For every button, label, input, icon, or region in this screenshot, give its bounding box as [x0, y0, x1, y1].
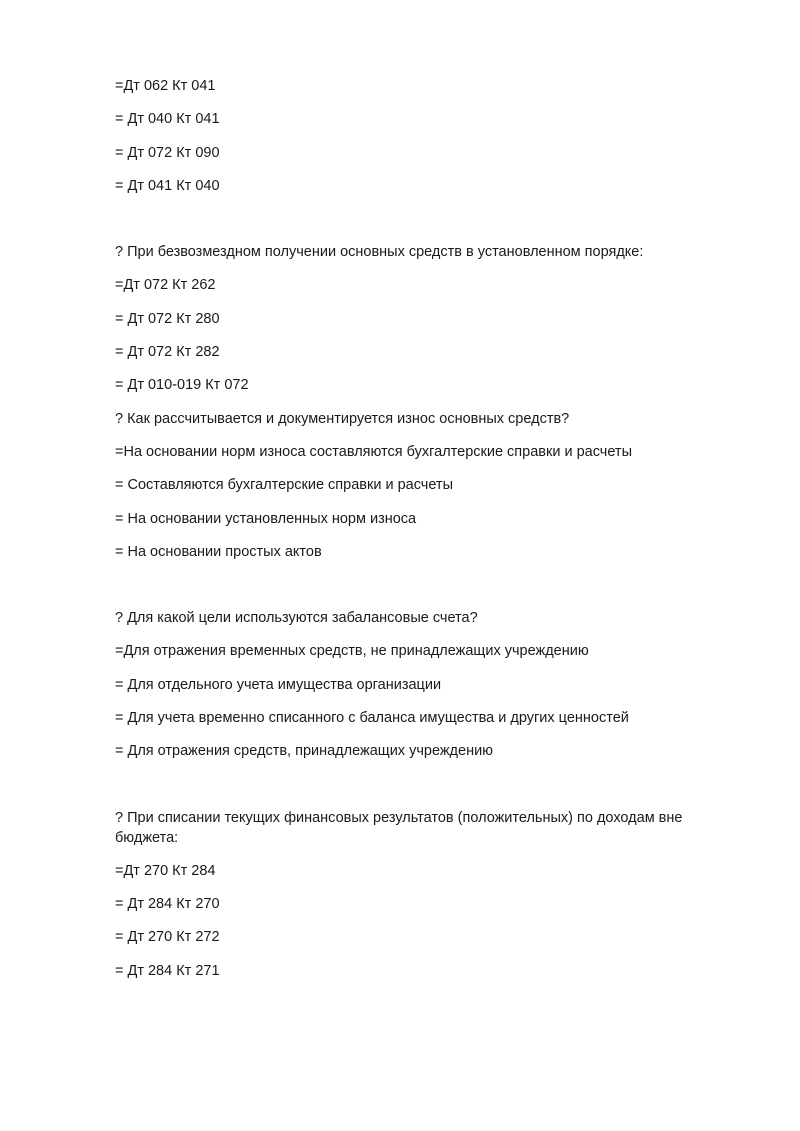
- answer-line: = Дт 284 Кт 270: [115, 895, 220, 912]
- answer-line: =Дт 072 Кт 262: [115, 277, 216, 294]
- answer-line: = Дт 040 Кт 041: [115, 111, 220, 128]
- answer-line: = Дт 010-019 Кт 072: [115, 377, 249, 394]
- spacer: [115, 209, 705, 242]
- answer-line: = Для отражения средств, принадлежащих учреждению: [115, 743, 494, 760]
- answer-line: =На основании норм износа составляются бухгалтерские справки и расчеты: [115, 443, 632, 460]
- answer-line: = Дт 284 Кт 271: [115, 962, 220, 979]
- answer-line: = Дт 072 Кт 090: [115, 144, 220, 161]
- answer-line: = Дт 041 Кт 040: [115, 177, 220, 194]
- answer-line: = На основании установленных норм износа: [115, 510, 417, 527]
- answer-line: = На основании простых актов: [115, 543, 322, 560]
- answer-line: =Для отражения временных средств, не принадлежащих учреждению: [115, 643, 589, 660]
- answer-line: = Дт 072 Кт 280: [115, 310, 220, 327]
- spacer: [115, 775, 705, 808]
- answer-line: = Для отдельного учета имущества организации: [115, 676, 442, 693]
- answer-line: = Составляются бухгалтерские справки и расчеты: [115, 477, 453, 494]
- answer-line: = Для учета временно списанного с баланса имущества и других ценностей: [115, 710, 629, 727]
- answer-line: = Дт 270 Кт 272: [115, 929, 220, 946]
- question-line: ? При безвозмездном получении основных средств в установленном порядке:: [115, 244, 644, 261]
- question-line: ? При списании текущих финансовых результатов (положительных) по доходам вне бюджета:: [115, 809, 683, 846]
- answer-line: =Дт 270 Кт 284: [115, 862, 216, 879]
- answer-line: =Дт 062 Кт 041: [115, 78, 216, 94]
- spacer: [115, 575, 705, 608]
- question-line: ? Для какой цели используются забалансовые счета?: [115, 610, 478, 627]
- answer-line: = Дт 072 Кт 282: [115, 344, 220, 361]
- question-line: ? Как рассчитывается и документируется износ основных средств?: [115, 410, 570, 427]
- document-content: [115, 76, 705, 994]
